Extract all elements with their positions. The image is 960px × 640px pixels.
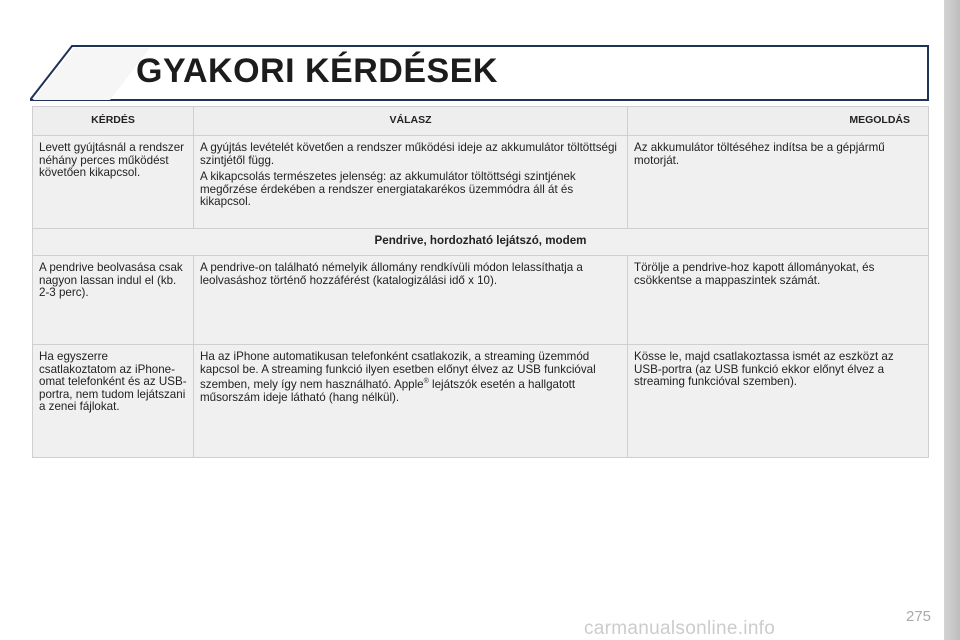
answer-cell	[194, 136, 628, 229]
question-cell: Ha egyszerre csatlakoztatom az iPhone-omat telefonként és az USB-portra, nem tudom lejátszani a zenei fájlokat.	[33, 345, 194, 458]
page-title: GYAKORI KÉRDÉSEK	[136, 52, 498, 90]
answer-text-part: Ha az iPhone automatikusan telefonként csatlakozik, a streaming üzemmód kapcsol be. A streaming funkció ilyen esetben előnyt élvez az USB funkcióval szemben, mely így nem használható. Apple	[200, 350, 596, 392]
solution-cell: Törölje a pendrive-hoz kapott állományokat, és csökkentse a mappaszintek számát.	[628, 256, 929, 345]
answer-paragraph: A kikapcsolás természetes jelenség: az akkumulátor töltöttségi szintjének megőrzése érdekében a rendszer energiatakarékos üzemmódra áll át és kikapcsol.	[200, 170, 576, 209]
column-header-solution: MEGOLDÁS	[628, 107, 929, 136]
answer-paragraph: A gyújtás levételét követően a rendszer működési ideje az akkumulátor töltöttségi szintjétől függ.	[200, 141, 617, 167]
table-row	[33, 345, 929, 458]
column-header-answer: VÁLASZ	[194, 107, 628, 136]
table-row	[33, 256, 929, 345]
watermark-text: carmanualsonline.info	[584, 618, 776, 639]
solution-cell: Kösse le, majd csatlakoztassa ismét az eszközt az USB-portra (az USB funkció ekkor előnyt élvez a streaming funkcióval szemben).	[628, 345, 929, 458]
answer-cell	[194, 345, 628, 458]
answer-cell: A pendrive-on található némelyik állomány rendkívüli módon lelassíthatja a leolvasáshoz történő hozzáférést (katalogizálási idő x 10).	[194, 256, 628, 345]
page-edge-strip	[944, 0, 960, 640]
section-row	[33, 229, 929, 256]
table-row	[33, 136, 929, 229]
column-header-question: KÉRDÉS	[33, 107, 194, 136]
question-cell: Levett gyújtásnál a rendszer néhány perces működést követően kikapcsol.	[33, 136, 194, 229]
page-number: 275	[906, 608, 932, 625]
solution-cell: Az akkumulátor töltéséhez indítsa be a gépjármű motorját.	[628, 136, 929, 229]
faq-table	[32, 106, 929, 458]
question-cell: A pendrive beolvasása csak nagyon lassan indul el (kb. 2-3 perc).	[33, 256, 194, 345]
section-title: Pendrive, hordozható lejátszó, modem	[33, 229, 929, 256]
table-header-row	[33, 107, 929, 136]
registered-mark: ®	[423, 378, 429, 386]
answer-text-part: lejátszók esetén a hallgatott műsorszám ideje látható (hang nélkül).	[200, 378, 576, 404]
